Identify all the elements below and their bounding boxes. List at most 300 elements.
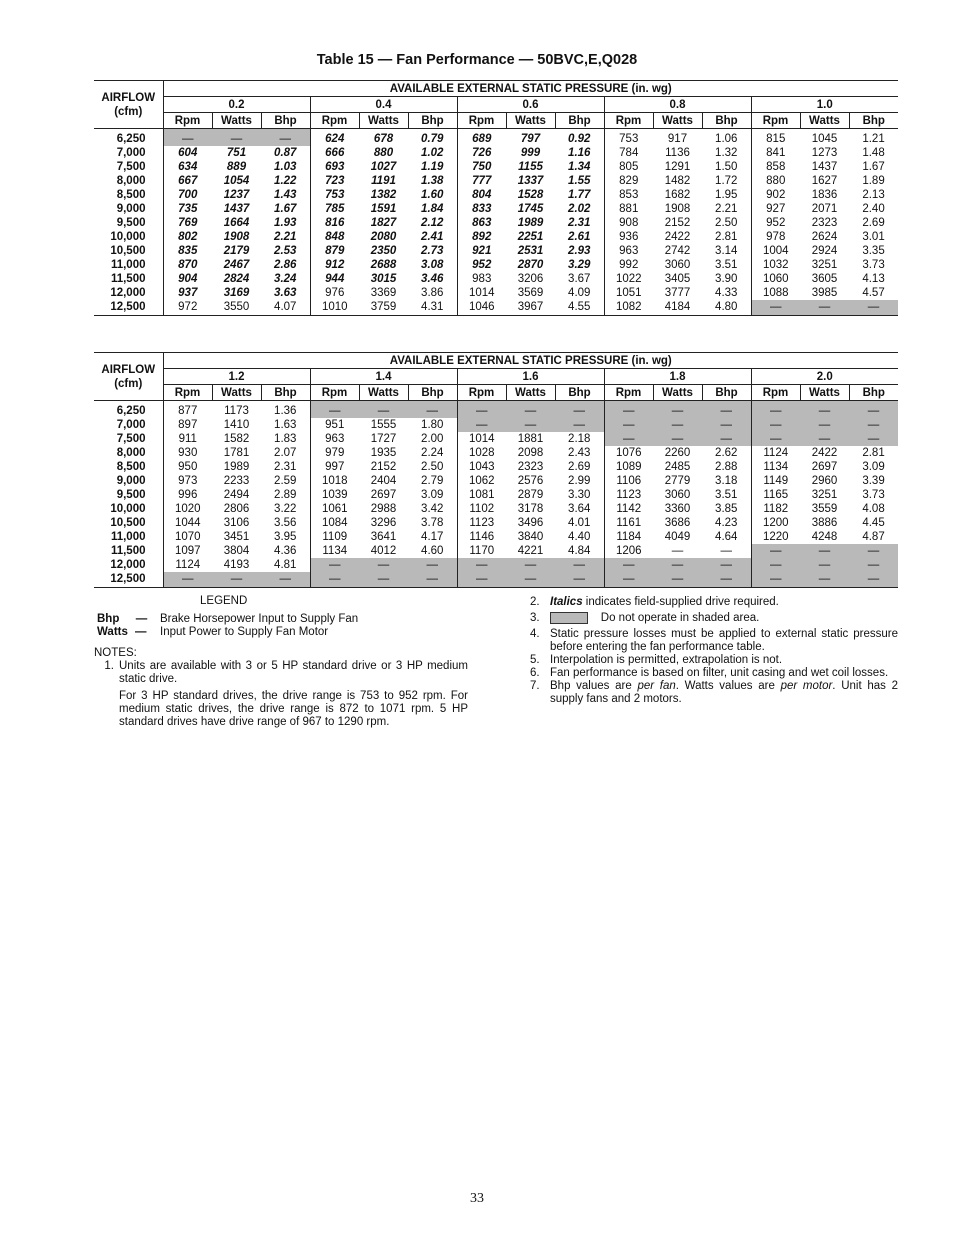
table-row — [94, 530, 898, 544]
value-cell: 3559 — [811, 503, 838, 515]
value-cell: 2779 — [664, 475, 691, 487]
table-row — [94, 160, 898, 174]
legend-dash: — — [135, 626, 147, 638]
value-cell: 841 — [766, 147, 786, 159]
value-cell: 3.85 — [702, 502, 751, 516]
column-label: Watts — [800, 385, 849, 401]
pressure-column-header: 0.2 — [163, 97, 310, 113]
value-cell: 3178 — [517, 503, 544, 515]
column-label: Bhp — [408, 113, 457, 129]
value-cell: — — [408, 558, 457, 572]
value-cell: 950 — [178, 461, 198, 473]
table-row — [94, 286, 898, 300]
value-cell: 1.55 — [555, 174, 604, 188]
value-cell: 3106 — [223, 517, 250, 529]
value-cell: 3550 — [212, 300, 261, 316]
note-number: 1. — [104, 660, 114, 672]
airflow-cell: 9,000 — [94, 474, 163, 488]
value-cell: — — [261, 572, 310, 588]
value-cell: 3.24 — [261, 272, 310, 286]
value-cell: — — [408, 572, 457, 588]
airflow-cell: 8,000 — [94, 174, 163, 188]
value-cell: 2.41 — [408, 230, 457, 244]
column-label: Rpm — [751, 113, 800, 129]
value-cell: 3985 — [811, 287, 838, 299]
column-label: Watts — [212, 113, 261, 129]
value-cell: 3.08 — [408, 258, 457, 272]
value-cell: 3569 — [517, 287, 544, 299]
value-cell: 2.21 — [261, 230, 310, 244]
airflow-header-label: AIRFLOW — [101, 363, 156, 376]
value-cell: 1.84 — [408, 202, 457, 216]
value-cell: 972 — [163, 300, 212, 316]
value-cell: — — [751, 558, 800, 572]
value-cell: 3.63 — [261, 286, 310, 300]
value-cell: 3.51 — [702, 258, 751, 272]
value-cell: 2988 — [370, 503, 397, 515]
value-cell: 902 — [766, 189, 786, 201]
value-cell: 624 — [325, 133, 345, 145]
value-cell: 927 — [766, 203, 786, 215]
value-cell: 835 — [178, 245, 198, 257]
value-cell: 723 — [325, 175, 345, 187]
value-cell: 1836 — [811, 189, 838, 201]
value-cell: 904 — [178, 273, 198, 285]
value-cell: 2924 — [811, 245, 838, 257]
value-cell: 3.22 — [261, 502, 310, 516]
value-cell: — — [457, 572, 506, 588]
value-cell: 937 — [178, 287, 198, 299]
value-cell: 3759 — [359, 300, 408, 316]
value-cell: 963 — [325, 433, 345, 445]
value-cell: 2.53 — [261, 244, 310, 258]
value-cell: 1745 — [517, 203, 544, 215]
value-cell: 2422 — [664, 231, 691, 243]
value-cell: 4.80 — [702, 300, 751, 316]
airflow-cell: 12,500 — [94, 572, 163, 588]
value-cell: — — [359, 558, 408, 572]
value-cell: 750 — [472, 161, 492, 173]
value-cell: — — [751, 544, 800, 558]
value-cell: 693 — [325, 161, 345, 173]
value-cell: — — [506, 558, 555, 572]
value-cell: 1045 — [811, 133, 838, 145]
table-row — [94, 401, 898, 419]
value-cell: 604 — [178, 147, 198, 159]
value-cell: 1.67 — [261, 202, 310, 216]
value-cell: 1.93 — [261, 216, 310, 230]
value-cell: — — [653, 558, 702, 572]
value-cell: 2152 — [370, 461, 397, 473]
value-cell: 978 — [766, 231, 786, 243]
value-cell: 3804 — [223, 545, 250, 557]
table-row — [94, 300, 898, 316]
value-cell: 2870 — [517, 259, 544, 271]
note-4 — [530, 628, 898, 654]
airflow-cell: 7,000 — [94, 418, 163, 432]
column-label: Rpm — [457, 113, 506, 129]
legend-item-watts — [97, 626, 497, 639]
value-cell: 3.09 — [408, 488, 457, 502]
value-cell: 3.09 — [862, 461, 885, 473]
value-cell: — — [653, 432, 702, 446]
value-cell: 1088 — [762, 287, 789, 299]
value-cell: 3.42 — [408, 502, 457, 516]
value-cell: 870 — [178, 259, 198, 271]
legend-abbr: Bhp — [97, 613, 120, 625]
value-cell: 1022 — [615, 273, 642, 285]
value-cell: 992 — [619, 259, 639, 271]
value-cell: 2.93 — [555, 244, 604, 258]
pressure-column-header: 0.8 — [604, 97, 751, 113]
pressure-header: AVAILABLE EXTERNAL STATIC PRESSURE (in. wg) — [163, 353, 898, 369]
airflow-cell: 6,250 — [94, 129, 163, 147]
value-cell: 3.46 — [408, 272, 457, 286]
value-cell: 3.95 — [261, 530, 310, 544]
value-cell: — — [702, 544, 751, 558]
value-cell: 1908 — [664, 203, 691, 215]
value-cell: 3015 — [370, 273, 397, 285]
value-cell: — — [555, 418, 604, 432]
value-cell: 1124 — [763, 447, 789, 459]
value-cell: 4.17 — [408, 530, 457, 544]
value-cell: 1097 — [174, 545, 201, 557]
value-cell: 4.60 — [408, 544, 457, 558]
value-cell: 2824 — [223, 273, 250, 285]
value-cell: 2.81 — [702, 230, 751, 244]
value-cell: 1134 — [322, 545, 348, 557]
value-cell: 2260 — [664, 447, 691, 459]
value-cell: 2.00 — [408, 432, 457, 446]
value-cell: 936 — [619, 231, 639, 243]
value-cell: — — [506, 572, 555, 588]
table-row — [94, 432, 898, 446]
value-cell: 2742 — [664, 245, 691, 257]
legend-abbr: Watts — [97, 626, 128, 638]
notes-left — [94, 647, 468, 729]
value-cell: 2960 — [811, 475, 838, 487]
note-1-detail: For 3 HP standard drives, the drive range is 753 to 952 rpm. For medium static drives, the drive range is 872 to 1071 rpm. 5 HP standard drives have drive range of 967 to 1290 rpm. — [119, 690, 468, 728]
pressure-column-header: 1.4 — [310, 369, 457, 385]
value-cell: 877 — [178, 405, 198, 417]
value-cell: — — [212, 129, 261, 147]
value-cell: 2.21 — [702, 202, 751, 216]
value-cell: 2467 — [223, 259, 250, 271]
value-cell: 3.51 — [702, 488, 751, 502]
value-cell: 1123 — [616, 489, 642, 501]
note-text: Fan performance is based on filter, unit casing and wet coil losses. — [550, 667, 889, 680]
value-cell: — — [702, 432, 751, 446]
note-text: Static pressure losses must be applied to external static pressure before entering the fan performance table. — [550, 628, 898, 654]
value-cell: 4.23 — [702, 516, 751, 530]
value-cell: 4.01 — [555, 516, 604, 530]
value-cell: 2.61 — [555, 230, 604, 244]
value-cell: 1827 — [370, 217, 397, 229]
value-cell: 4193 — [223, 559, 250, 571]
airflow-cell: 10,500 — [94, 516, 163, 530]
legend-title: LEGEND — [200, 595, 248, 607]
value-cell: 2233 — [223, 475, 250, 487]
value-cell: — — [653, 418, 702, 432]
column-label: Watts — [212, 385, 261, 401]
value-cell: 1043 — [468, 461, 495, 473]
value-cell: 1136 — [665, 147, 690, 159]
column-label: Bhp — [261, 385, 310, 401]
value-cell: 1781 — [223, 447, 250, 459]
value-cell: 3.30 — [555, 488, 604, 502]
value-cell: 963 — [619, 245, 639, 257]
italics-word: Italics — [550, 596, 583, 608]
note-6 — [530, 667, 898, 680]
airflow-header-label: AIRFLOW — [101, 91, 156, 104]
value-cell: 1.77 — [555, 188, 604, 202]
table-row — [94, 174, 898, 188]
note-text: Italics indicates field-supplied drive required. — [550, 596, 779, 608]
value-cell: 3.90 — [702, 272, 751, 286]
value-cell: — — [555, 572, 604, 588]
pressure-column-header: 1.8 — [604, 369, 751, 385]
value-cell: 751 — [226, 147, 247, 159]
value-cell: 1682 — [664, 189, 691, 201]
value-cell: 3641 — [370, 531, 397, 543]
column-label: Rpm — [163, 385, 212, 401]
pressure-header: AVAILABLE EXTERNAL STATIC PRESSURE (in. wg) — [163, 81, 898, 97]
value-cell: 804 — [472, 189, 492, 201]
airflow-cell: 9,000 — [94, 202, 163, 216]
value-cell: 1027 — [370, 161, 397, 173]
value-cell: — — [849, 300, 898, 316]
value-cell: 1.06 — [702, 129, 751, 147]
table-row — [94, 146, 898, 160]
value-cell: — — [800, 300, 849, 316]
value-cell: 726 — [472, 147, 492, 159]
value-cell: 880 — [766, 175, 786, 187]
value-cell: 2404 — [370, 475, 397, 487]
value-cell: — — [702, 418, 751, 432]
value-cell: 1051 — [615, 287, 642, 299]
value-cell: 2.12 — [408, 216, 457, 230]
value-cell: 1018 — [321, 475, 348, 487]
pressure-column-header: 0.6 — [457, 97, 604, 113]
value-cell: 2.86 — [261, 258, 310, 272]
value-cell: 1106 — [616, 475, 642, 487]
value-cell: 2.69 — [555, 460, 604, 474]
value-cell: 1054 — [223, 175, 250, 187]
column-label: Rpm — [457, 385, 506, 401]
value-cell: 0.79 — [408, 129, 457, 147]
value-cell: 1109 — [322, 531, 348, 543]
value-cell: — — [800, 558, 849, 572]
value-cell: 2.13 — [862, 189, 885, 201]
column-label: Watts — [653, 385, 702, 401]
value-cell: 2.24 — [408, 446, 457, 460]
value-cell: 880 — [373, 147, 394, 159]
value-cell: 3.56 — [261, 516, 310, 530]
value-cell: 1089 — [615, 461, 642, 473]
airflow-header-unit: (cfm) — [114, 105, 143, 118]
value-cell: — — [751, 300, 800, 316]
value-cell: 1437 — [811, 161, 838, 173]
value-cell: 3605 — [811, 273, 838, 285]
value-cell: — — [800, 432, 849, 446]
value-cell: 1555 — [370, 419, 397, 431]
legend-dash: — — [135, 613, 148, 625]
value-cell: — — [702, 572, 751, 588]
value-cell: 1.36 — [261, 401, 310, 419]
value-cell: 1082 — [604, 300, 653, 316]
value-cell: 1032 — [762, 259, 789, 271]
column-label: Bhp — [702, 385, 751, 401]
value-cell: 3206 — [517, 273, 544, 285]
value-cell: 1273 — [811, 147, 838, 159]
column-label: Watts — [506, 113, 555, 129]
value-cell: 1060 — [762, 273, 789, 285]
value-cell: 769 — [178, 217, 198, 229]
value-cell: 1004 — [762, 245, 789, 257]
value-cell: 2.62 — [702, 446, 751, 460]
value-cell: 3.78 — [408, 516, 457, 530]
legend — [97, 613, 497, 639]
value-cell: 1134 — [763, 461, 789, 473]
value-cell: 4.87 — [862, 531, 885, 543]
value-cell: 2.40 — [862, 203, 885, 215]
value-cell: — — [604, 401, 653, 419]
value-cell: — — [261, 129, 310, 147]
note-5 — [530, 654, 898, 667]
value-cell: 2.50 — [408, 460, 457, 474]
value-cell: 3.73 — [862, 259, 885, 271]
value-cell: — — [800, 572, 849, 588]
value-cell: 2.89 — [261, 488, 310, 502]
value-cell: 1046 — [457, 300, 506, 316]
value-cell: 3405 — [664, 273, 691, 285]
value-cell: 3840 — [517, 531, 544, 543]
value-cell: 2.81 — [862, 447, 885, 459]
value-cell: 1155 — [518, 161, 543, 173]
airflow-cell: 10,000 — [94, 230, 163, 244]
value-cell: 892 — [472, 231, 492, 243]
value-cell: — — [849, 432, 898, 446]
value-cell: 4.55 — [555, 300, 604, 316]
value-cell: 2422 — [811, 447, 838, 459]
value-cell: 2.02 — [555, 202, 604, 216]
column-label: Bhp — [408, 385, 457, 401]
value-cell: 3.35 — [862, 245, 885, 257]
value-cell: — — [212, 572, 261, 588]
table-row — [94, 446, 898, 460]
value-cell: 2350 — [370, 245, 397, 257]
value-cell: 805 — [619, 161, 639, 173]
value-cell: 2806 — [223, 503, 250, 515]
value-cell: 2494 — [223, 489, 250, 501]
value-cell: 1170 — [469, 545, 495, 557]
value-cell: 3.14 — [702, 244, 751, 258]
note-text: Do not operate in shaded area. — [550, 612, 759, 625]
value-cell: 2251 — [517, 231, 544, 243]
value-cell: 1437 — [223, 203, 250, 215]
value-cell: 979 — [325, 447, 345, 459]
value-cell: 1.21 — [862, 133, 885, 145]
fan-performance-table-2 — [94, 352, 898, 588]
value-cell: 829 — [619, 175, 639, 187]
value-cell: 2624 — [811, 231, 838, 243]
column-label: Bhp — [849, 113, 898, 129]
value-cell: — — [604, 558, 653, 572]
value-cell: — — [751, 572, 800, 588]
value-cell: 1165 — [763, 489, 789, 501]
pressure-column-header: 0.4 — [310, 97, 457, 113]
table-row — [94, 244, 898, 258]
value-cell: 879 — [325, 245, 345, 257]
value-cell: 3.86 — [408, 286, 457, 300]
column-label: Rpm — [163, 113, 212, 129]
airflow-cell: 8,500 — [94, 188, 163, 202]
table-row — [94, 474, 898, 488]
value-cell: — — [310, 572, 359, 588]
value-cell: 3060 — [664, 259, 691, 271]
value-cell: 0.92 — [555, 129, 604, 147]
note-2 — [530, 596, 898, 609]
value-cell: 797 — [520, 133, 541, 145]
value-cell: — — [604, 572, 653, 588]
value-cell: 4184 — [653, 300, 702, 316]
value-cell: 1102 — [469, 503, 495, 515]
value-cell: 1.72 — [702, 174, 751, 188]
value-cell: 1142 — [616, 503, 642, 515]
value-cell: 4.64 — [702, 530, 751, 544]
value-cell: 1237 — [223, 189, 250, 201]
value-cell: 3777 — [664, 287, 691, 299]
value-cell: 1020 — [174, 503, 201, 515]
value-cell: 1081 — [468, 489, 495, 501]
note-number: 2. — [530, 596, 540, 608]
value-cell: 1028 — [468, 447, 495, 459]
pressure-column-header: 1.6 — [457, 369, 604, 385]
value-cell: 777 — [472, 175, 492, 187]
note-3 — [530, 612, 898, 625]
airflow-cell: 10,000 — [94, 502, 163, 516]
value-cell: 753 — [619, 133, 639, 145]
value-cell: 1.32 — [702, 146, 751, 160]
pressure-column-header: 2.0 — [751, 369, 898, 385]
value-cell: 2879 — [517, 489, 544, 501]
value-cell: 1.22 — [261, 174, 310, 188]
airflow-cell: 12,000 — [94, 286, 163, 300]
table-row — [94, 460, 898, 474]
value-cell: 1.63 — [261, 418, 310, 432]
value-cell: 2.69 — [862, 217, 885, 229]
value-cell: 1.16 — [555, 146, 604, 160]
value-cell: — — [457, 558, 506, 572]
value-cell: 667 — [178, 175, 198, 187]
value-cell: — — [800, 418, 849, 432]
value-cell: 889 — [226, 161, 247, 173]
value-cell: — — [751, 401, 800, 419]
value-cell: 1410 — [223, 419, 250, 431]
table-row — [94, 188, 898, 202]
column-label: Watts — [359, 113, 408, 129]
value-cell: 1591 — [370, 203, 397, 215]
value-cell: — — [310, 558, 359, 572]
value-cell: 1.95 — [702, 188, 751, 202]
notes-title: NOTES: — [94, 647, 137, 659]
value-cell: 1084 — [321, 517, 348, 529]
value-cell: 3.01 — [862, 231, 885, 243]
pressure-column-header: 1.2 — [163, 369, 310, 385]
value-cell: — — [751, 432, 800, 446]
value-cell: 2098 — [517, 447, 544, 459]
note-number: 7. — [530, 680, 540, 693]
